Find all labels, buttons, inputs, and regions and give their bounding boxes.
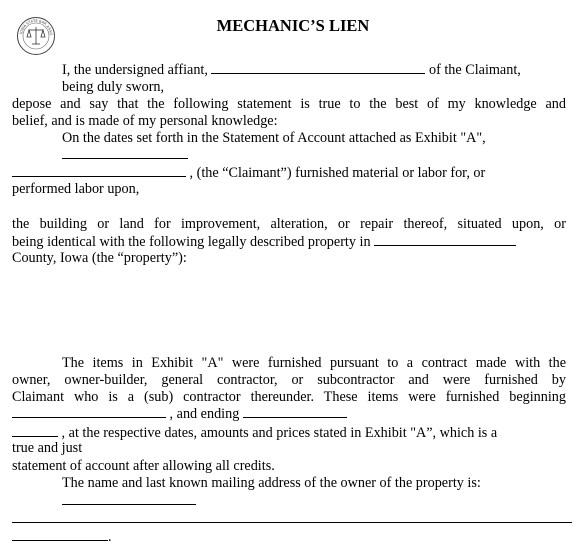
county-text: County, Iowa (the “property”):: [12, 250, 187, 266]
claimant-name-blank[interactable]: [12, 164, 186, 177]
owner-address-line-2: [12, 528, 112, 546]
true-just-text: true and just: [12, 440, 83, 456]
beginning-date-blank[interactable]: [12, 405, 166, 418]
date-blank-line: [62, 146, 188, 164]
dates-amounts-line: [12, 424, 497, 442]
affiant-label: I, the undersigned affiant,: [62, 62, 208, 78]
owner-address-blank-2[interactable]: [12, 528, 108, 541]
ending-label: , and ending: [169, 406, 240, 422]
document-title: MECHANIC’S LIEN: [216, 16, 370, 35]
beginning-line: [12, 405, 347, 423]
claimant-line: [12, 164, 485, 182]
owner-name-blank-line: [62, 492, 196, 510]
dates-amounts-text: , at the respective dates, amounts and prices stated in Exhibit "A”, which is a: [61, 425, 498, 441]
seal-ring-text: IOWA STATE BAR ASSO: [19, 18, 54, 36]
date-blank[interactable]: [62, 146, 188, 159]
ending-date-continued-blank[interactable]: [12, 424, 58, 437]
performed-labor-text: performed labor upon,: [12, 181, 140, 197]
owner-text: owner, owner-builder, general contractor, or subcontractor and were furnished by: [12, 372, 566, 388]
affiant-line: [62, 61, 521, 79]
claimant-suffix: of the Claimant,: [429, 62, 521, 78]
owner-address-blank-1[interactable]: [12, 510, 572, 523]
belief-text: belief, and is made of my personal knowledge:: [12, 113, 278, 129]
property-line: [12, 233, 516, 251]
sworn-text: being duly sworn,: [62, 79, 165, 95]
dates-text: On the dates set forth in the Statement of Account attached as Exhibit "A",: [62, 130, 486, 146]
building-text: the building or land for improvement, alteration, or repair thereof, situated upon, or: [12, 216, 566, 232]
end-period: .: [108, 529, 112, 545]
claimant-text: , (the “Claimant”) furnished material or labor for, or: [189, 165, 486, 181]
owner-name-blank[interactable]: [62, 492, 196, 505]
ending-date-blank[interactable]: [243, 405, 347, 418]
owner-name-text: The name and last known mailing address of the owner of the property is:: [62, 475, 481, 491]
owner-address-line-1: [12, 510, 572, 528]
county-blank[interactable]: [374, 233, 516, 246]
items-text: The items in Exhibit "A" were furnished pursuant to a contract made with the: [62, 355, 566, 371]
property-text: being identical with the following legally described property in: [12, 234, 371, 250]
affiant-name-blank[interactable]: [211, 61, 425, 74]
depose-text: depose and say that the following statement is true to the best of my knowledge and: [12, 96, 566, 112]
statement-text: statement of account after allowing all credits.: [12, 458, 275, 474]
claimant-contractor-text: Claimant who is a (sub) contractor thereunder. These items were furnished beginning: [12, 389, 566, 405]
